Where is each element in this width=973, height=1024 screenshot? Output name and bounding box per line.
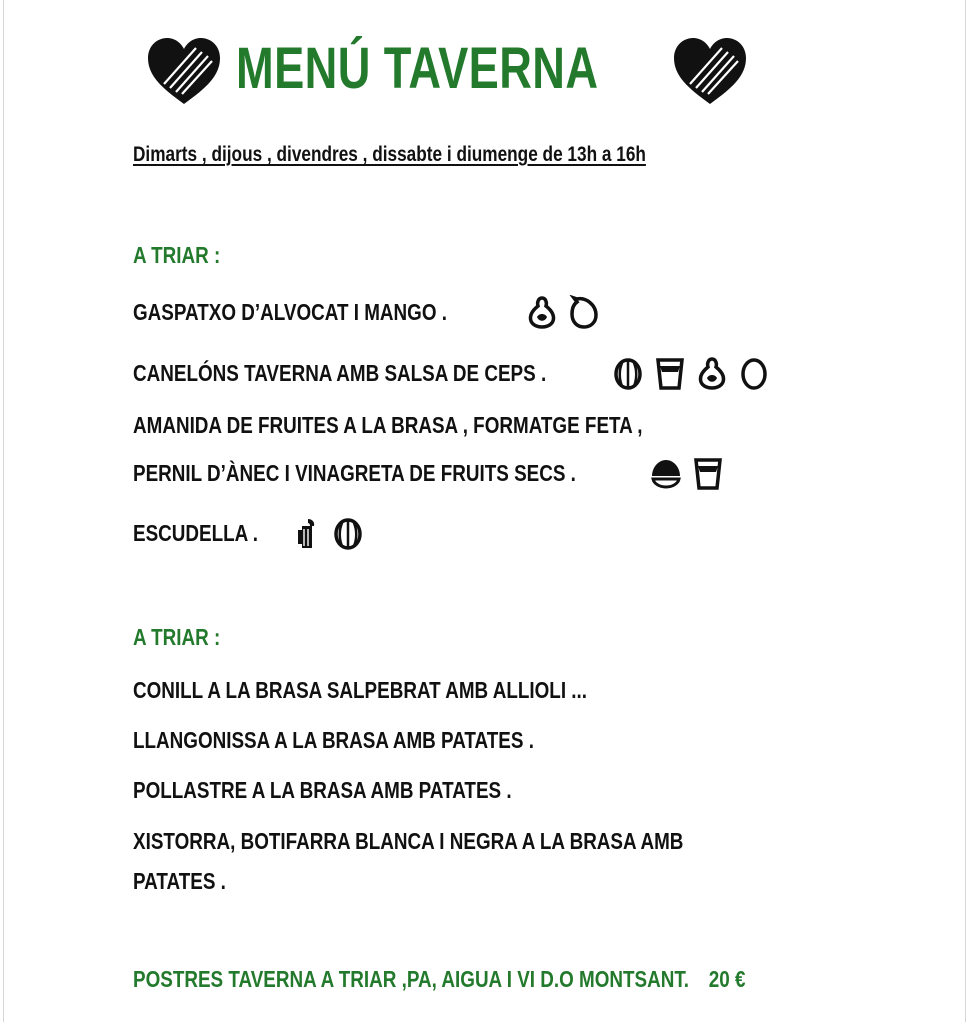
footer-line <box>133 965 745 993</box>
mains-heading: A TRIAR : <box>133 624 221 650</box>
starter-item: GASPATXO D’ALVOCAT I MANGO . <box>133 299 447 325</box>
milk-icon <box>692 456 724 490</box>
nuts-icon <box>650 456 682 490</box>
main-item-continued: PATATES . <box>133 868 226 894</box>
main-item: CONILL A LA BRASA SALPEBRAT AMB ALLIOLI ... <box>133 677 588 703</box>
egg-icon <box>738 356 770 390</box>
allergen-list <box>526 294 610 330</box>
sesame-icon <box>526 295 558 329</box>
mustard-icon <box>612 356 644 390</box>
menu-title: MENÚ TAVERNA <box>236 36 599 101</box>
starter-item: ESCUDELLA . <box>133 520 259 546</box>
starter-item: AMANIDA DE FRUITES A LA BRASA , FORMATGE FETA , <box>133 412 643 438</box>
footer-text: POSTRES TAVERNA A TRIAR ,PA, AIGUA I VI D.O MONTSANT. <box>133 966 690 992</box>
allergen-list <box>650 455 734 491</box>
main-item: LLANGONISSA A LA BRASA AMB PATATES . <box>133 727 534 753</box>
heart-right-icon <box>672 36 748 106</box>
starter-item-continued: PERNIL D’ÀNEC I VINAGRETA DE FRUITS SECS . <box>133 460 576 486</box>
allergen-list <box>290 515 374 551</box>
mustard-icon <box>332 516 364 550</box>
allergen-list <box>612 355 780 391</box>
menu-price: 20 € <box>708 966 746 992</box>
egg-icon <box>568 295 600 329</box>
main-item: XISTORRA, BOTIFARRA BLANCA I NEGRA A LA BRASA AMB <box>133 828 684 854</box>
starters-heading: A TRIAR : <box>133 242 221 268</box>
sesame-icon <box>696 356 728 390</box>
main-item: POLLASTRE A LA BRASA AMB PATATES . <box>133 777 512 803</box>
heart-left-icon <box>146 36 222 106</box>
schedule-line: Dimarts , dijous , divendres , dissabte i diumenge de 13h a 16h <box>133 143 646 166</box>
milk-icon <box>654 356 686 390</box>
starter-item: CANELÓNS TAVERNA AMB SALSA DE CEPS . <box>133 360 547 386</box>
celery-icon <box>290 516 322 550</box>
